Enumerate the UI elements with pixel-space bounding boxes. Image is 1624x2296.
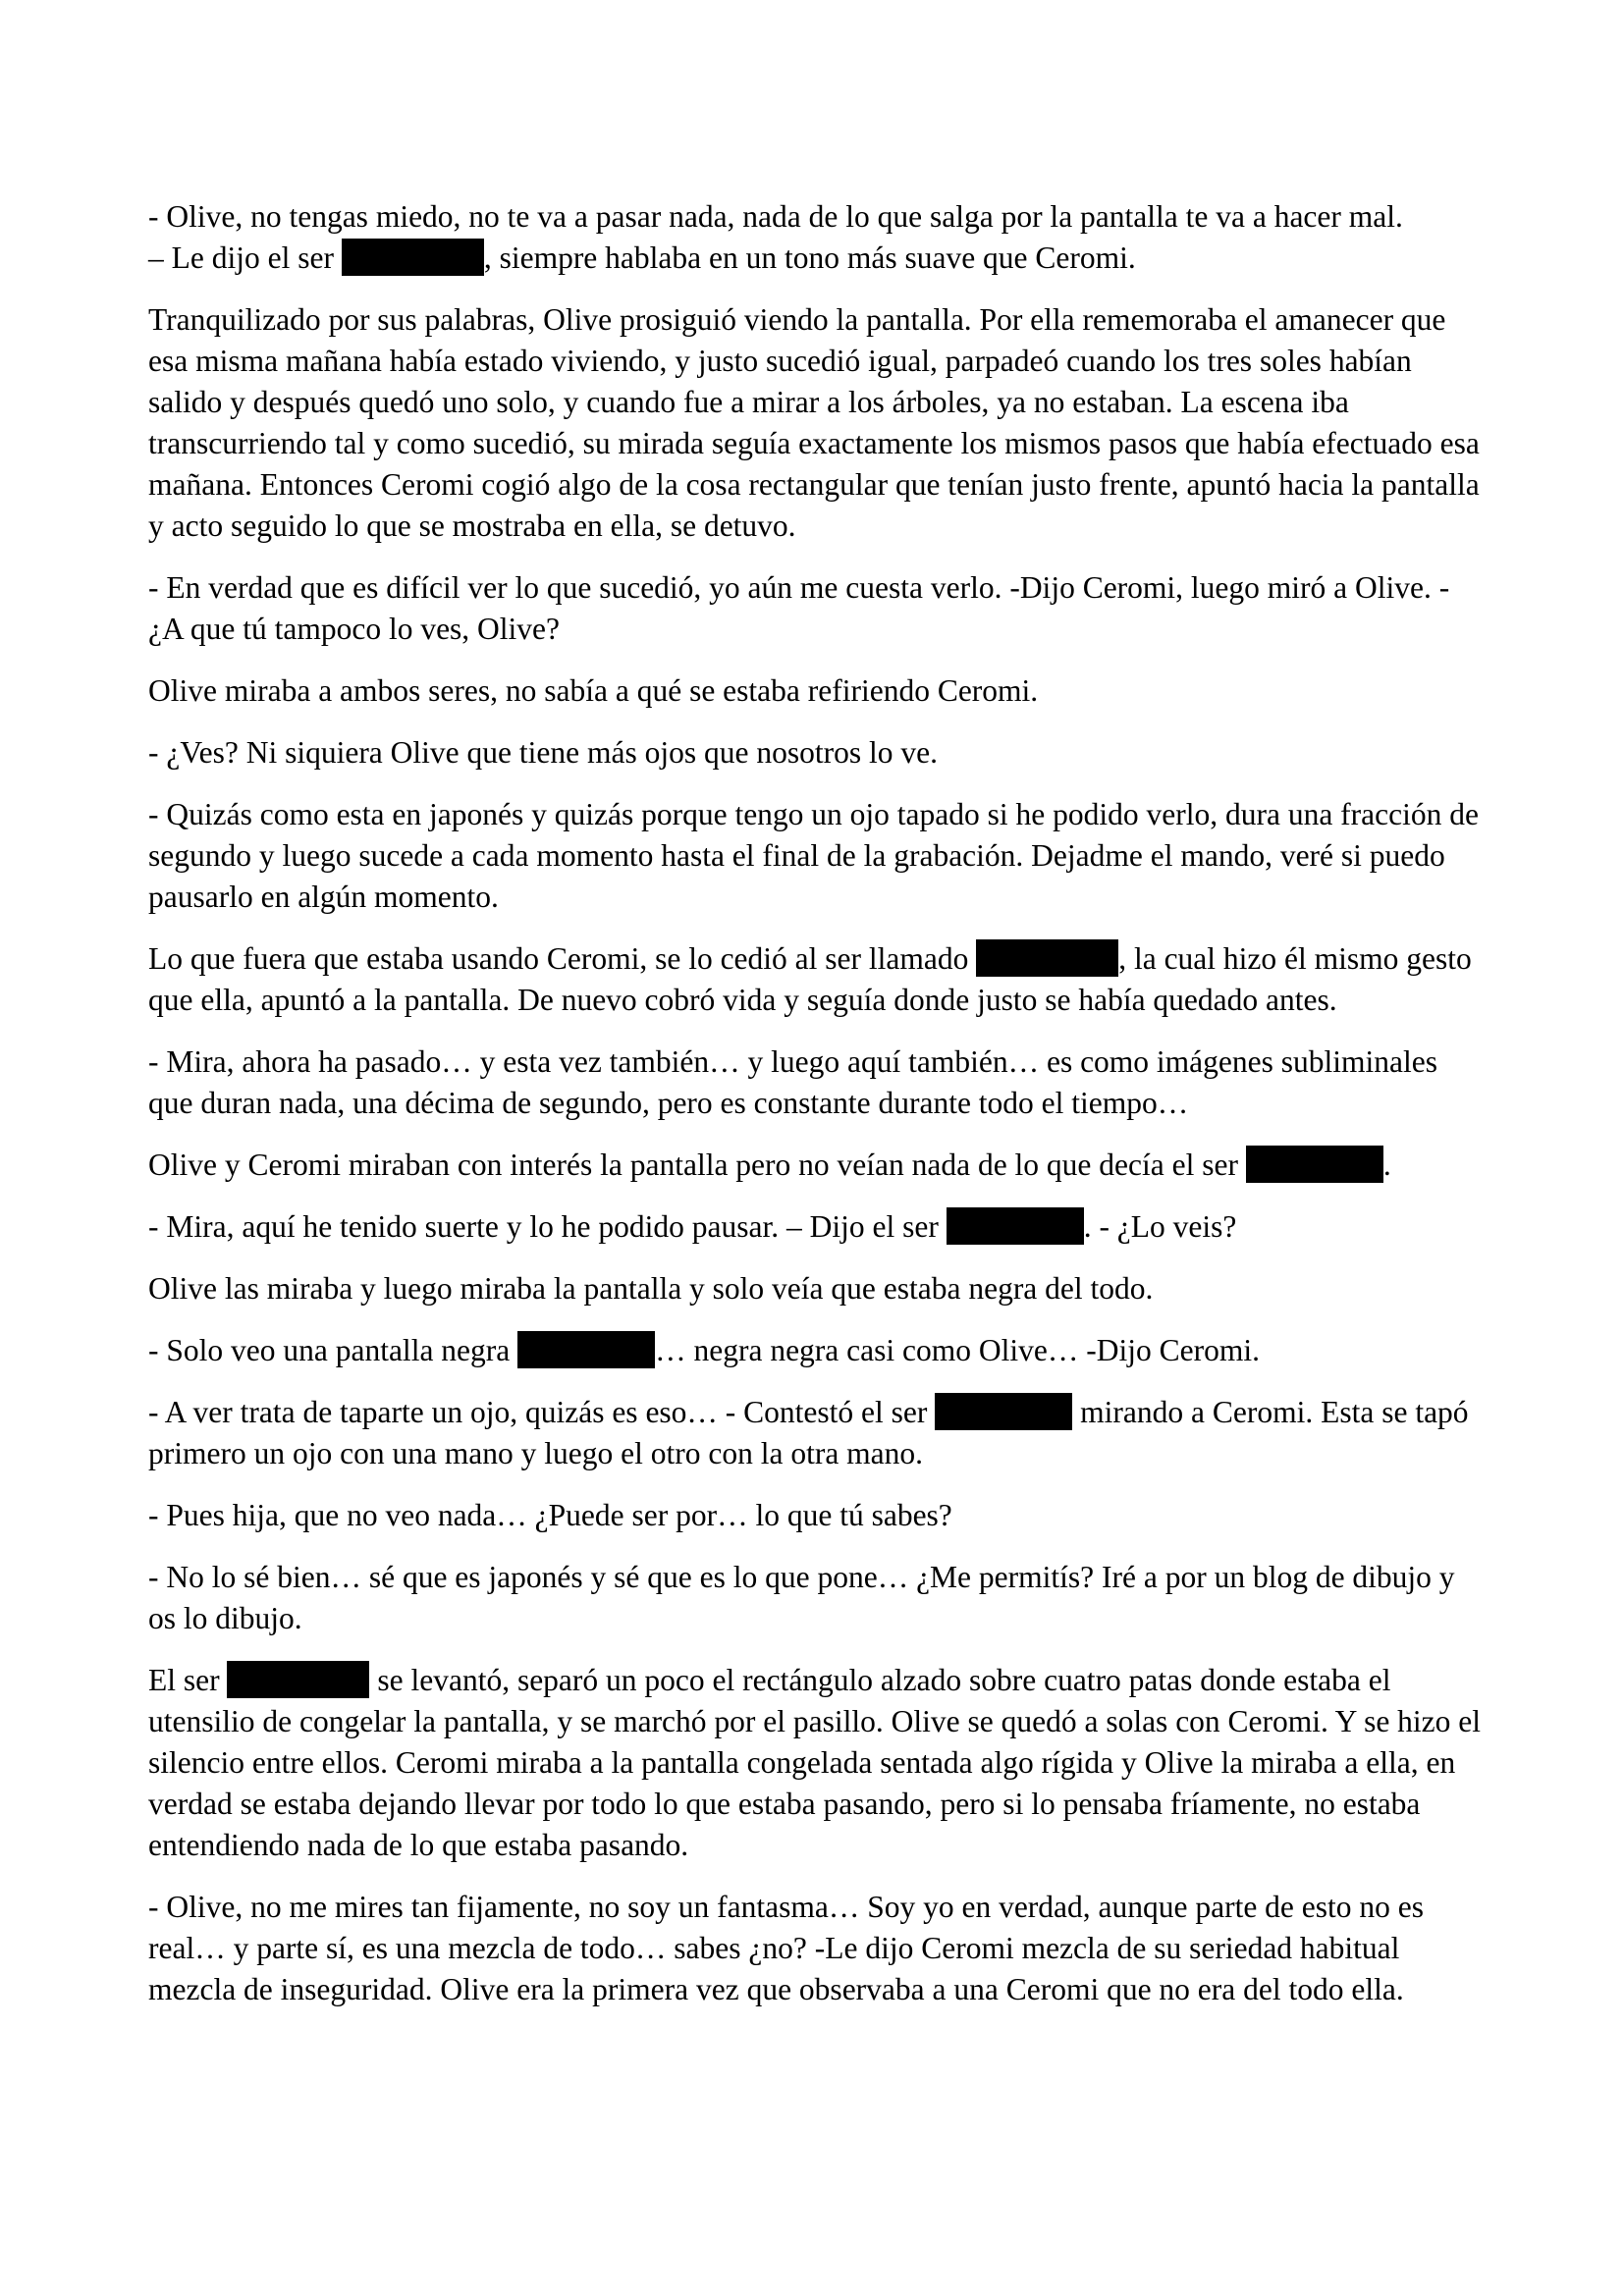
paragraph-12 bbox=[148, 1330, 1489, 1371]
paragraph-2: Tranquilizado por sus palabras, Olive prosiguió viendo la pantalla. Por ella rememoraba el amanecer que esa misma mañana había estado viviendo, y justo sucedió igual, parpadeó cuando los tres soles habían salido y después quedó uno solo, y cuando fue a mirar a los árboles, ya no estaban. La escena iba transcurriendo tal y como sucedió, su mirada seguía exactamente los mismos pasos que había efectuado esa mañana. Entonces Ceromi cogió algo de la cosa rectangular que tenían justo frente, apuntó hacia la pantalla y acto seguido lo que se mostraba en ella, se detuvo. bbox=[148, 302, 1480, 543]
paragraph-1-line-1: - Olive, no tengas miedo, no te va a pasar nada, nada de lo que salga por la pantalla te va a hacer mal. bbox=[148, 199, 1403, 234]
paragraph-14: - Pues hija, que no veo nada… ¿Puede ser por… lo que tú sabes? bbox=[148, 1498, 952, 1532]
paragraph-8: - Mira, ahora ha pasado… y esta vez también… y luego aquí también… es como imágenes subliminales que duran nada, una décima de segundo, pero es constante durante todo el tiempo… bbox=[148, 1044, 1438, 1120]
paragraph-1-line-2-after: , siempre hablaba en un tono más suave que Ceromi. bbox=[483, 240, 1136, 275]
redacted-name bbox=[947, 1207, 1084, 1245]
paragraph-13-after: mirando a Ceromi. Esta se tapó primero un ojo con una mano y luego el otro con la otra mano. bbox=[148, 1395, 1469, 1470]
paragraph-1-line-2-before: – Le dijo el ser bbox=[148, 240, 342, 275]
paragraph-9 bbox=[148, 1145, 1489, 1186]
paragraph-17: - Olive, no me mires tan fijamente, no soy un fantasma… Soy yo en verdad, aunque parte de esto no es real… y parte sí, es una mezcla de todo… sabes ¿no? -Le dijo Ceromi mezcla de su seriedad habitual mezcla de inseguridad. Olive era la primera vez que observaba a una Ceromi que no era del todo ella. bbox=[148, 1890, 1425, 2006]
paragraph-13 bbox=[148, 1392, 1489, 1474]
paragraph-12-before: - Solo veo una pantalla negra bbox=[148, 1333, 518, 1367]
redacted-name bbox=[976, 939, 1118, 977]
paragraph-10 bbox=[148, 1206, 1489, 1248]
paragraph-7 bbox=[148, 938, 1489, 1021]
paragraph-15: - No lo sé bien… sé que es japonés y sé que es lo que pone… ¿Me permitís? Iré a por un blog de dibujo y os lo dibujo. bbox=[148, 1560, 1455, 1635]
paragraph-16-before: El ser bbox=[148, 1663, 228, 1697]
paragraph-9-before: Olive y Ceromi miraban con interés la pantalla pero no veían nada de lo que decía el ser bbox=[148, 1148, 1246, 1182]
paragraph-3: - En verdad que es difícil ver lo que sucedió, yo aún me cuesta verlo. -Dijo Ceromi, luego miró a Olive. - ¿A que tú tampoco lo ves, Olive? bbox=[148, 570, 1450, 646]
redacted-name bbox=[935, 1393, 1072, 1430]
paragraph-11: Olive las miraba y luego miraba la pantalla y solo veía que estaba negra del todo. bbox=[148, 1271, 1154, 1306]
paragraph-7-after: , la cual hizo él mismo gesto que ella, apuntó a la pantalla. De nuevo cobró vida y seguía donde justo se había quedado antes. bbox=[148, 941, 1472, 1017]
paragraph-13-before: - A ver trata de taparte un ojo, quizás es eso… - Contestó el ser bbox=[148, 1395, 936, 1429]
paragraph-7-before: Lo que fuera que estaba usando Ceromi, se lo cedió al ser llamado bbox=[148, 941, 977, 976]
paragraph-16-after: se levantó, separó un poco el rectángulo alzado sobre cuatro patas donde estaba el utensilio de congelar la pantalla, y se marchó por el pasillo. Olive se quedó a solas con Ceromi. Y se hizo el silencio entre ellos. Ceromi miraba a la pantalla congelada sentada algo rígida y Olive la miraba a ella, en verdad se estaba dejando llevar por todo lo que estaba pasando, pero si lo pensaba fríamente, no estaba entendiendo nada de lo que estaba pasando. bbox=[148, 1663, 1482, 1862]
paragraph-12-after: … negra negra casi como Olive… -Dijo Ceromi. bbox=[655, 1333, 1260, 1367]
paragraph-1 bbox=[148, 196, 1489, 279]
paragraph-9-after: . bbox=[1382, 1148, 1391, 1182]
paragraph-5: - ¿Ves? Ni siquiera Olive que tiene más ojos que nosotros lo ve. bbox=[148, 735, 938, 770]
paragraph-10-before: - Mira, aquí he tenido suerte y lo he podido pausar. – Dijo el ser bbox=[148, 1209, 947, 1244]
redacted-name bbox=[1246, 1146, 1383, 1183]
paragraph-10-after: . - ¿Lo veis? bbox=[1083, 1209, 1237, 1244]
paragraph-16 bbox=[148, 1660, 1489, 1866]
document-page bbox=[148, 196, 1489, 2031]
paragraph-6: - Quizás como esta en japonés y quizás porque tengo un ojo tapado si he podido verlo, dura una fracción de segundo y luego sucede a cada momento hasta el final de la grabación. Dejadme el mando, veré si puedo pausarlo en algún momento. bbox=[148, 797, 1479, 914]
redacted-name bbox=[517, 1331, 655, 1368]
redacted-name bbox=[227, 1661, 369, 1698]
redacted-name bbox=[342, 239, 484, 276]
paragraph-4: Olive miraba a ambos seres, no sabía a qué se estaba refiriendo Ceromi. bbox=[148, 673, 1039, 708]
